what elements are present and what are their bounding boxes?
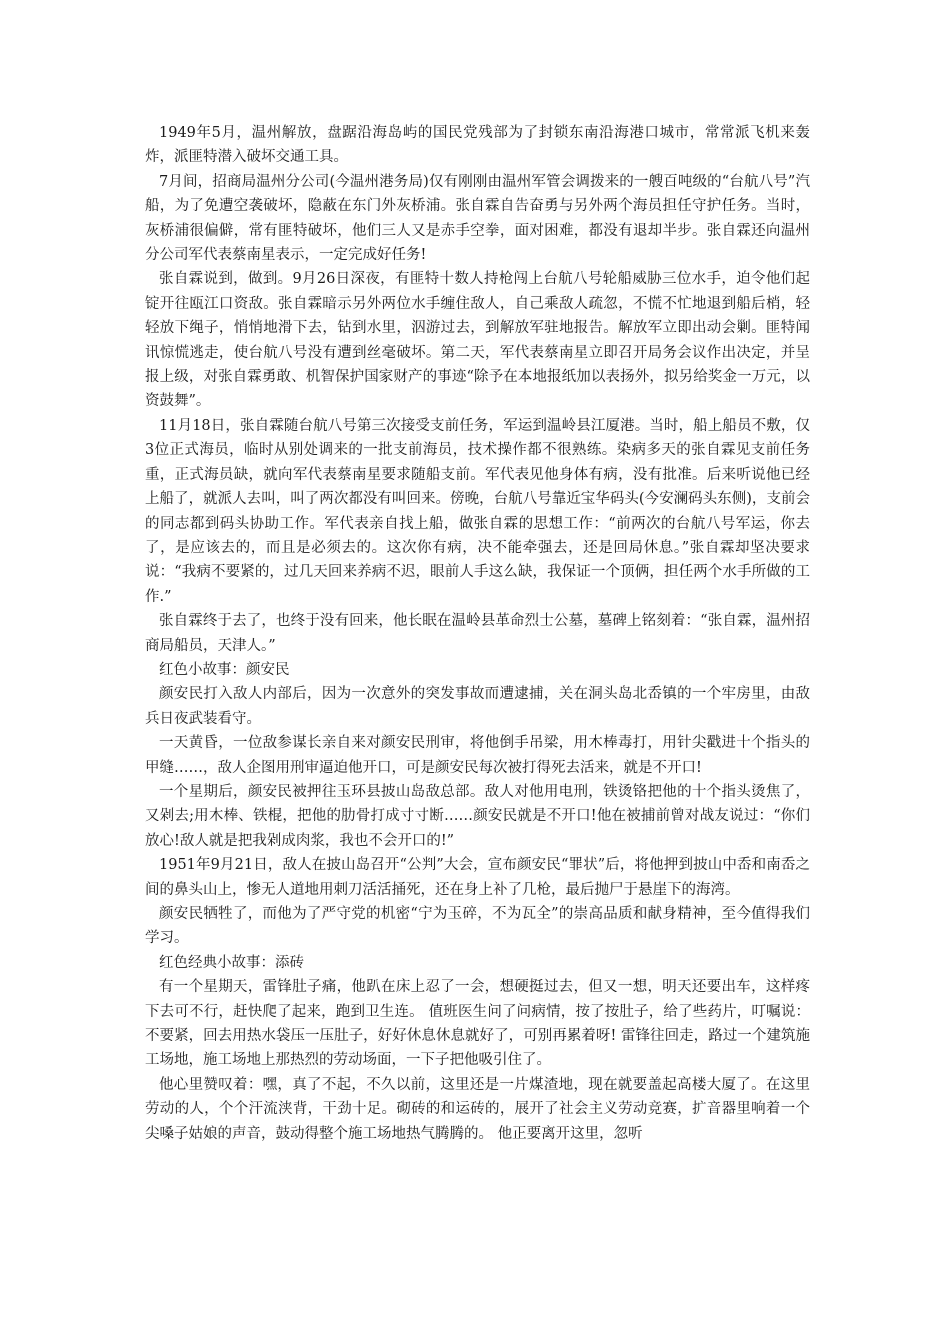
paragraph-2: 7月间，招商局温州分公司(今温州港务局)仅有刚刚由温州军管会调拨来的一艘百吨级的“台航八号”汽船，为了免遭空袭破坏，隐蔽在东门外灰桥浦。张自霖自告奋勇与另外两个海员担任守护任务。当时，灰桥浦很偏僻，常有匪特破坏，他们三人又是赤手空拳，面对困难，都没有退却半步。张自霖还向温州分公司军代表蔡南星表示，一定完成好任务! xyxy=(145,173,810,264)
paragraph-7: 一天黄昏，一位敌参谋长亲自来对颜安民刑审，将他倒手吊梁，用木棒毒打，用针尖戳进十个指头的甲缝……，敌人企图用刑审逼迫他开口，可是颜安民每次被打得死去活来，就是不开口! xyxy=(145,735,810,776)
paragraph-10: 颜安民牺牲了，而他为了严守党的机密“宁为玉碎，不为瓦全”的崇高品质和献身精神，至今值得我们学习。 xyxy=(145,906,810,947)
paragraph-6: 颜安民打入敌人内部后，因为一次意外的突发事故而遭逮捕，关在洞头岛北岙镇的一个牢房里，由敌兵日夜武装看守。 xyxy=(145,686,810,727)
section-heading-yan-anmin: 红色小故事：颜安民 xyxy=(159,661,290,678)
paragraph-4: 11月18日，张自霖随台航八号第三次接受支前任务，军运到温岭县江厦港。当时，船上船员不敷，仅3位正式海员，临时从别处调来的一批支前海员，技术操作都不很熟练。染病多天的张自霖见支前任务重，正式海员缺，就向军代表蔡南星要求随船支前。军代表见他身体有病，没有批准。后来听说他已经上船了，就派人去叫，叫了两次都没有叫回来。傍晚，台航八号靠近宝华码头(今安澜码头东侧)，支前会的同志都到码头协助工作。军代表亲自找上船，做张自霖的思想工作：“前两次的台航八号军运，你去了，是应该去的，而且是必须去的。这次你有病，决不能牵强去，还是回局休息。”张自霖却坚决要求说：“我病不要紧的，过几天回来养病不迟，眼前人手这么缺，我保证一个顶俩，担任两个水手所做的工作.” xyxy=(145,417,810,605)
document-body xyxy=(145,121,810,1146)
paragraph-3: 张自霖说到，做到。9月26日深夜，有匪特十数人持枪闯上台航八号轮船威胁三位水手，迫令他们起锭开往瓯江口资敌。张自霖暗示另外两位水手缠住敌人，自己乘敌人疏忽，不慌不忙地退到船后梢，轻轻放下绳子，悄悄地滑下去，钻到水里，泅游过去，到解放军驻地报告。解放军立即出动会剿。匪特闻讯惊慌逃走，使台航八号没有遭到丝毫破坏。第二天，军代表蔡南星立即召开局务会议作出决定，并呈报上级，对张自霖勇敢、机智保护国家财产的事迹“除予在本地报纸加以表扬外，拟另给奖金一万元，以资鼓舞”。 xyxy=(145,271,810,410)
paragraph-1: 1949年5月，温州解放，盘踞沿海岛屿的国民党残部为了封锁东南沿海港口城市，常常派飞机来轰炸，派匪特潜入破坏交通工具。 xyxy=(145,125,810,166)
paragraph-11: 有一个星期天，雷锋肚子痛，他趴在床上忍了一会，想硬挺过去，但又一想，明天还要出车，这样疼下去可不行，赶快爬了起来，跑到卫生连。 值班医生问了问病情，按了按肚子，给了些药片，叮嘱说：不要紧，回去用热水袋压一压肚子，好好休息休息就好了，可别再累着呀! 雷锋往回走，路过一个建筑施工场地，施工场地上那热烈的劳动场面，一下子把他吸引住了。 xyxy=(145,979,810,1069)
paragraph-12: 他心里赞叹着：嘿，真了不起，不久以前，这里还是一片煤渣地，现在就要盖起高楼大厦了。在这里劳动的人，个个汗流浃背，干劲十足。砌砖的和运砖的，展开了社会主义劳动竞赛，扩音器里响着一个尖嗓子姑娘的声音，鼓动得整个施工场地热气腾腾的。 他正要离开这里，忽听 xyxy=(145,1076,810,1142)
paragraph-9: 1951年9月21日，敌人在披山岛召开“公判”大会，宣布颜安民“罪状”后，将他押到披山中岙和南岙之间的鼻头山上，惨无人道地用刺刀活活捅死，还在身上补了几枪，最后抛尸于悬崖下的海湾。 xyxy=(145,857,810,898)
paragraph-8: 一个星期后，颜安民被押往玉环县披山岛敌总部。敌人对他用电刑，铁烫铬把他的十个指头烫焦了，又剁去;用木棒、铁棍，把他的肋骨打成寸寸断……颜安民就是不开口!他在被捕前曾对战友说过：“你们放心!敌人就是把我剁成肉浆，我也不会开口的!” xyxy=(145,783,810,849)
paragraph-5: 张自霖终于去了，也终于没有回来，他长眠在温岭县革命烈士公墓，墓碑上铭刻着：“张自霖，温州招商局船员，天津人。” xyxy=(145,613,810,654)
section-heading-tianzhuan: 红色经典小故事：添砖 xyxy=(159,954,304,971)
